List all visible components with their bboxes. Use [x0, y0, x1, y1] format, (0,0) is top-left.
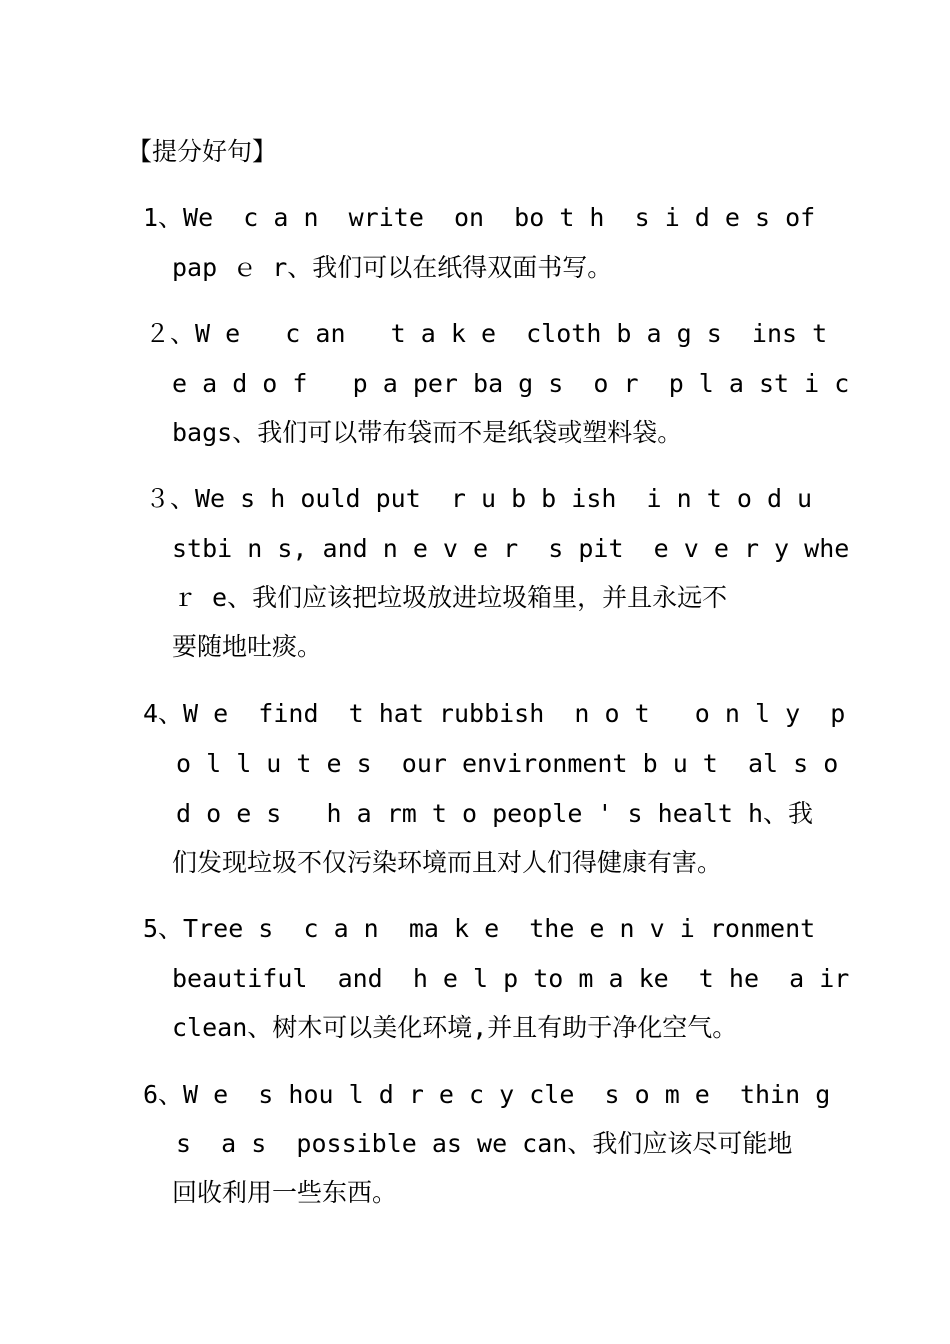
sentence-4-line-2: o l l u t e s our environment b u t al s o [176, 749, 839, 778]
sentence-3-line-3: ｒ e、我们应该把垃圾放进垃圾箱里，并且永远不 [172, 583, 728, 612]
sentence-5-line-2: beautiful and h e l p to m a ke t he a ir [172, 964, 850, 993]
heading: 【提分好句】 [127, 137, 278, 166]
sentence-6-line-3: 回收利用一些东西。 [172, 1178, 398, 1207]
sentence-2-line-2: e a d o f p a per ba g s o r p l a st i c [172, 369, 850, 398]
sentence-5-line-1: 5、Tree s c a n ma k e the e n v i ronment [143, 914, 816, 943]
sentence-4-line-4: 们发现垃圾不仅污染环境而且对人们得健康有害。 [172, 848, 723, 877]
sentence-2-line-3: bags、我们可以带布袋而不是纸袋或塑料袋。 [172, 418, 683, 447]
sentence-5-line-3: clean、树木可以美化环境,并且有助于净化空气。 [172, 1013, 738, 1042]
sentence-4-line-3: d o e s h a rm t o people ' s healt h、我 [176, 799, 813, 828]
sentence-2-line-1: ２、W e c an t a k e cloth b a g s ins t [145, 319, 828, 348]
sentence-3-line-4: 要随地吐痰。 [172, 632, 323, 661]
sentence-6-line-2: s a s possible as we can、我们应该尽可能地 [176, 1129, 793, 1158]
sentence-4-line-1: 4、W e find t hat rubbish n o t o n l y p [143, 699, 846, 728]
sentence-3-line-2: stbi n s, and n e v e r s pit e v e r y whe [172, 534, 850, 563]
sentence-1-line-2: pap ｅ r、我们可以在纸得双面书写。 [172, 253, 613, 282]
sentence-3-line-1: ３、We s h ould put r u b b ish i n t o d u [145, 484, 813, 513]
sentence-6-line-1: 6、W e s hou l d r e c y cle s o m e thin g [143, 1080, 831, 1109]
sentence-1-line-1: 1、We c a n write on bo t h s i d e s of [143, 203, 816, 232]
